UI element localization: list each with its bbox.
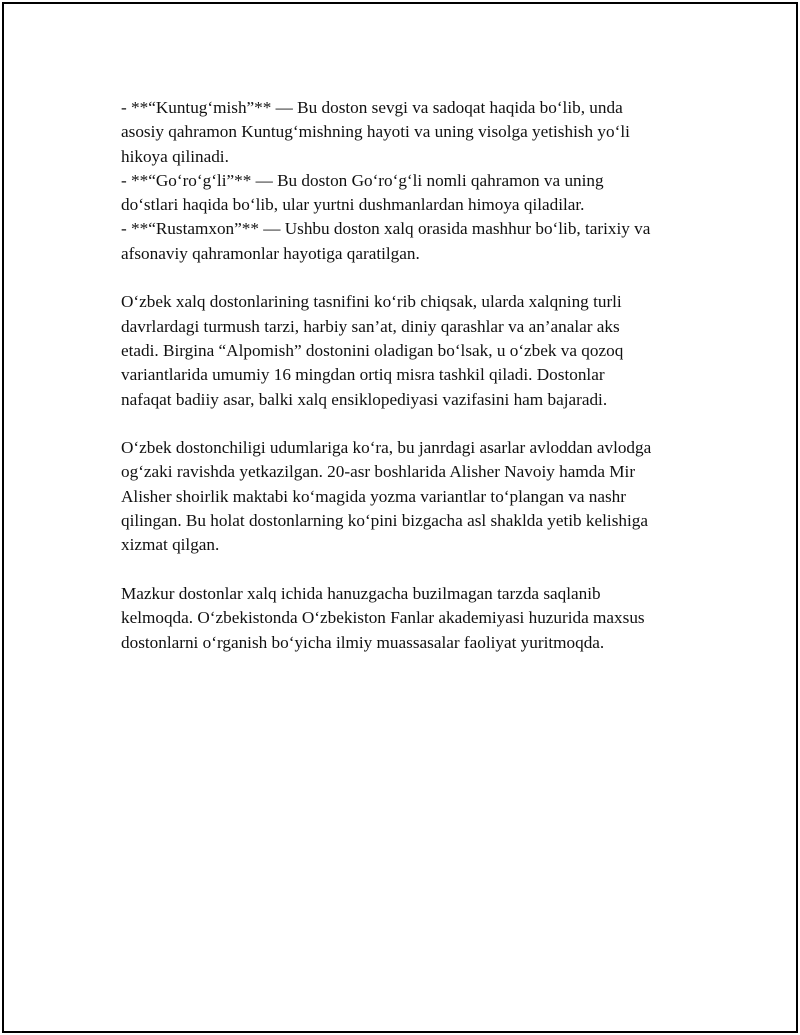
paragraph-line: davrlardagi turmush tarzi, harbiy san’at, diniy qarashlar va an’analar aks: [121, 316, 620, 336]
list-item-line: - **“Rustamxon”** — Ushbu doston xalq orasida mashhur bo‘lib, tarixiy va: [121, 219, 651, 239]
paragraph: [121, 436, 701, 557]
paragraph-line: qilingan. Bu holat dostonlarning ko‘pini bizgacha asl shaklda yetib kelishiga: [121, 511, 648, 531]
paragraph-gap: [121, 266, 701, 290]
list-item-line: hikoya qilinadi.: [121, 146, 229, 166]
paragraph-line: O‘zbek xalq dostonlarining tasnifini ko‘rib chiqsak, ularda xalqning turli: [121, 292, 622, 312]
list-item-line: do‘stlari haqida bo‘lib, ular yurtni dushmanlardan himoya qiladilar.: [121, 195, 585, 215]
paragraph: [121, 582, 701, 655]
list-item: [121, 96, 701, 169]
paragraph-line: kelmoqda. O‘zbekistonda O‘zbekiston Fanlar akademiyasi huzurida maxsus: [121, 608, 645, 628]
paragraph-line: Mazkur dostonlar xalq ichida hanuzgacha buzilmagan tarzda saqlanib: [121, 583, 601, 603]
page-frame: [2, 2, 798, 1033]
paragraph-line: Alisher shoirlik maktabi ko‘magida yozma variantlar to‘plangan va nashr: [121, 486, 626, 506]
paragraph-line: og‘zaki ravishda yetkazilgan. 20-asr boshlarida Alisher Navoiy hamda Mir: [121, 462, 636, 482]
paragraph-line: nafaqat badiiy asar, balki xalq ensiklopediyasi vazifasini ham bajaradi.: [121, 389, 608, 409]
list-item-line: - **“Go‘ro‘g‘li”** — Bu doston Go‘ro‘g‘li nomli qahramon va uning: [121, 170, 604, 190]
paragraph-line: dostonlarni o‘rganish bo‘yicha ilmiy muassasalar faoliyat yuritmoqda.: [121, 632, 605, 652]
list-item-line: asosiy qahramon Kuntug‘mishning hayoti va uning visolga yetishish yo‘li: [121, 122, 630, 142]
list-item: [121, 169, 701, 218]
paragraph-gap: [121, 558, 701, 582]
list-item-line: - **“Kuntug‘mish”** — Bu doston sevgi va sadoqat haqida bo‘lib, unda: [121, 98, 623, 117]
paragraph-line: xizmat qilgan.: [121, 535, 220, 555]
paragraph-line: variantlarida umumiy 16 mingdan ortiq misra tashkil qiladi. Dostonlar: [121, 365, 605, 385]
document-body: [121, 96, 701, 655]
paragraph: [121, 290, 701, 411]
list-item: [121, 217, 701, 266]
paragraph-gap: [121, 412, 701, 436]
list-item-line: afsonaviy qahramonlar hayotiga qaratilgan.: [121, 243, 420, 263]
paragraph-line: etadi. Birgina “Alpomish” dostonini oladigan bo‘lsak, u o‘zbek va qozoq: [121, 340, 624, 360]
paragraph-line: O‘zbek dostonchiligi udumlariga ko‘ra, bu janrdagi asarlar avloddan avlodga: [121, 438, 652, 458]
